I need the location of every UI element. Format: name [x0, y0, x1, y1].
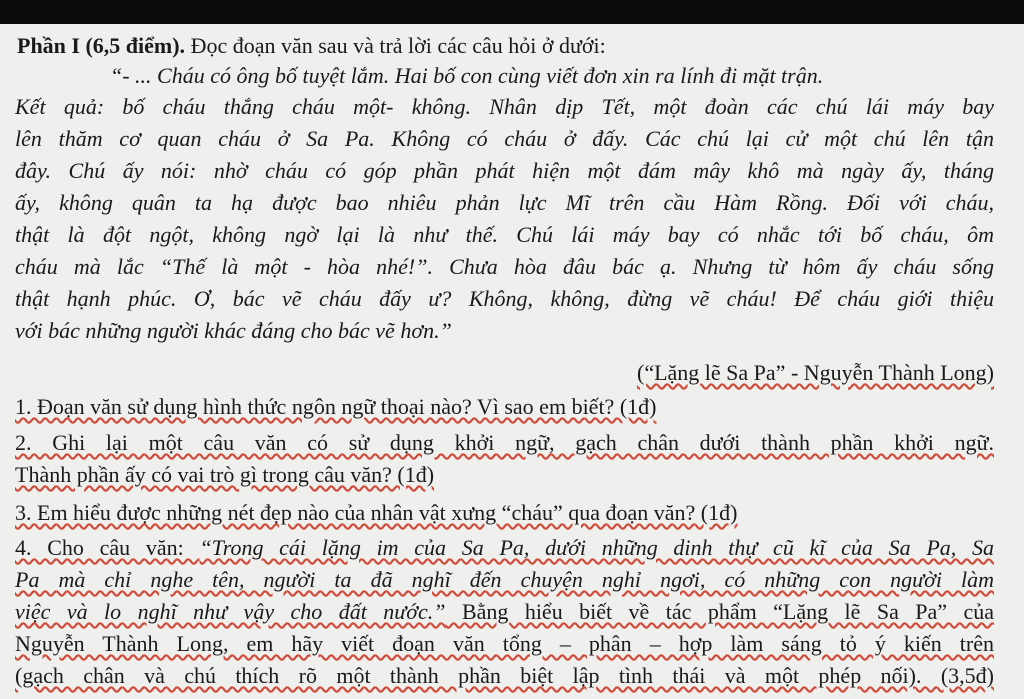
question-2-line-2-text: Thành phần ấy có vai trò gì trong câu văn? (1đ) [15, 462, 435, 487]
question-2-line-1: 2. Ghi lại một câu văn có sử dụng khởi ngữ, gạch chân dưới thành phần khởi ngữ. [15, 430, 994, 455]
passage-line-4: đây. Chú ấy nói: nhờ cháu có góp phần phát hiện một đám mây khô mà ngày ấy, tháng [15, 158, 994, 183]
question-4-line-3 [15, 599, 994, 625]
question-4-quote-end: việc và lo nghĩ như vậy cho đất nước.” [15, 599, 446, 624]
question-4-task-start: Bằng hiểu biết về tác phẩm “Lặng lẽ Sa Pa” của [445, 599, 995, 624]
question-4-line-2: Pa mà chỉ nghe tên, người ta đã nghĩ đến chuyện nghỉ ngơi, có những con người làm [15, 567, 994, 592]
passage-line-8: thật hạnh phúc. Ơ, bác vẽ cháu đấy ư? Không, không, đừng vẽ cháu! Để cháu giới thiệu [15, 286, 994, 311]
question-1 [15, 394, 1024, 420]
passage-line-2: Kết quả: bố cháu thắng cháu một- không. Nhân dịp Tết, một đoàn các chú lái máy bay [15, 94, 994, 119]
passage-line-3: lên thăm cơ quan cháu ở Sa Pa. Không có cháu ở đấy. Các chú lại cử một chú lên tận [15, 126, 994, 151]
question-3-text: 3. Em hiểu được những nét đẹp nào của nhân vật xưng “cháu” qua đoạn văn? (1đ) [15, 500, 738, 525]
question-1-text: 1. Đoạn văn sử dụng hình thức ngôn ngữ thoại nào? Vì sao em biết? (1đ) [15, 394, 657, 419]
passage-line-7: cháu mà lắc “Thế là một - hòa nhé!”. Chưa hòa đâu bác ạ. Nhưng từ hôm ấy cháu sống [15, 254, 994, 279]
passage-source [0, 360, 994, 386]
passage-line-6: thật là đột ngột, không ngờ lại là như thế. Chú lái máy bay có nhắc tới bố cháu, ôm [15, 222, 994, 247]
question-4-line-5: (gạch chân và chú thích rõ một thành phần biệt lập tình thái và một phép nối). (3,5đ) [15, 663, 994, 688]
question-4-intro: 4. Cho câu văn: [15, 535, 200, 560]
passage-line-1: “- ... Cháu có ông bố tuyệt lắm. Hai bố con cùng viết đơn xin ra lính đi mặt trận. [110, 63, 824, 88]
top-black-bar [0, 0, 1024, 24]
section-heading [17, 33, 1024, 59]
question-4-line-1 [15, 535, 994, 561]
question-2-line-2 [15, 462, 1024, 488]
section-title-instruction: Đọc đoạn văn sau và trả lời các câu hỏi ở dưới: [185, 33, 606, 58]
passage-line-9: với bác những người khác đáng cho bác vẽ hơn.” [15, 318, 452, 343]
question-4-line-4: Nguyễn Thành Long, em hãy viết đoạn văn tổng – phân – hợp làm sáng tỏ ý kiến trên [15, 631, 994, 656]
question-3 [15, 500, 1024, 526]
source-citation: (“Lặng lẽ Sa Pa” - Nguyễn Thành Long) [637, 360, 994, 385]
passage-line-5: ấy, không quân ta hạ được bao nhiêu phản lực Mĩ trên cầu Hàm Rồng. Đối với cháu, [15, 190, 994, 215]
question-4-quote-start: “Trong cái lặng im của Sa Pa, dưới những dinh thự cũ kĩ của Sa Pa, Sa [199, 535, 994, 560]
section-title-bold: Phần I (6,5 điểm). [17, 33, 186, 58]
